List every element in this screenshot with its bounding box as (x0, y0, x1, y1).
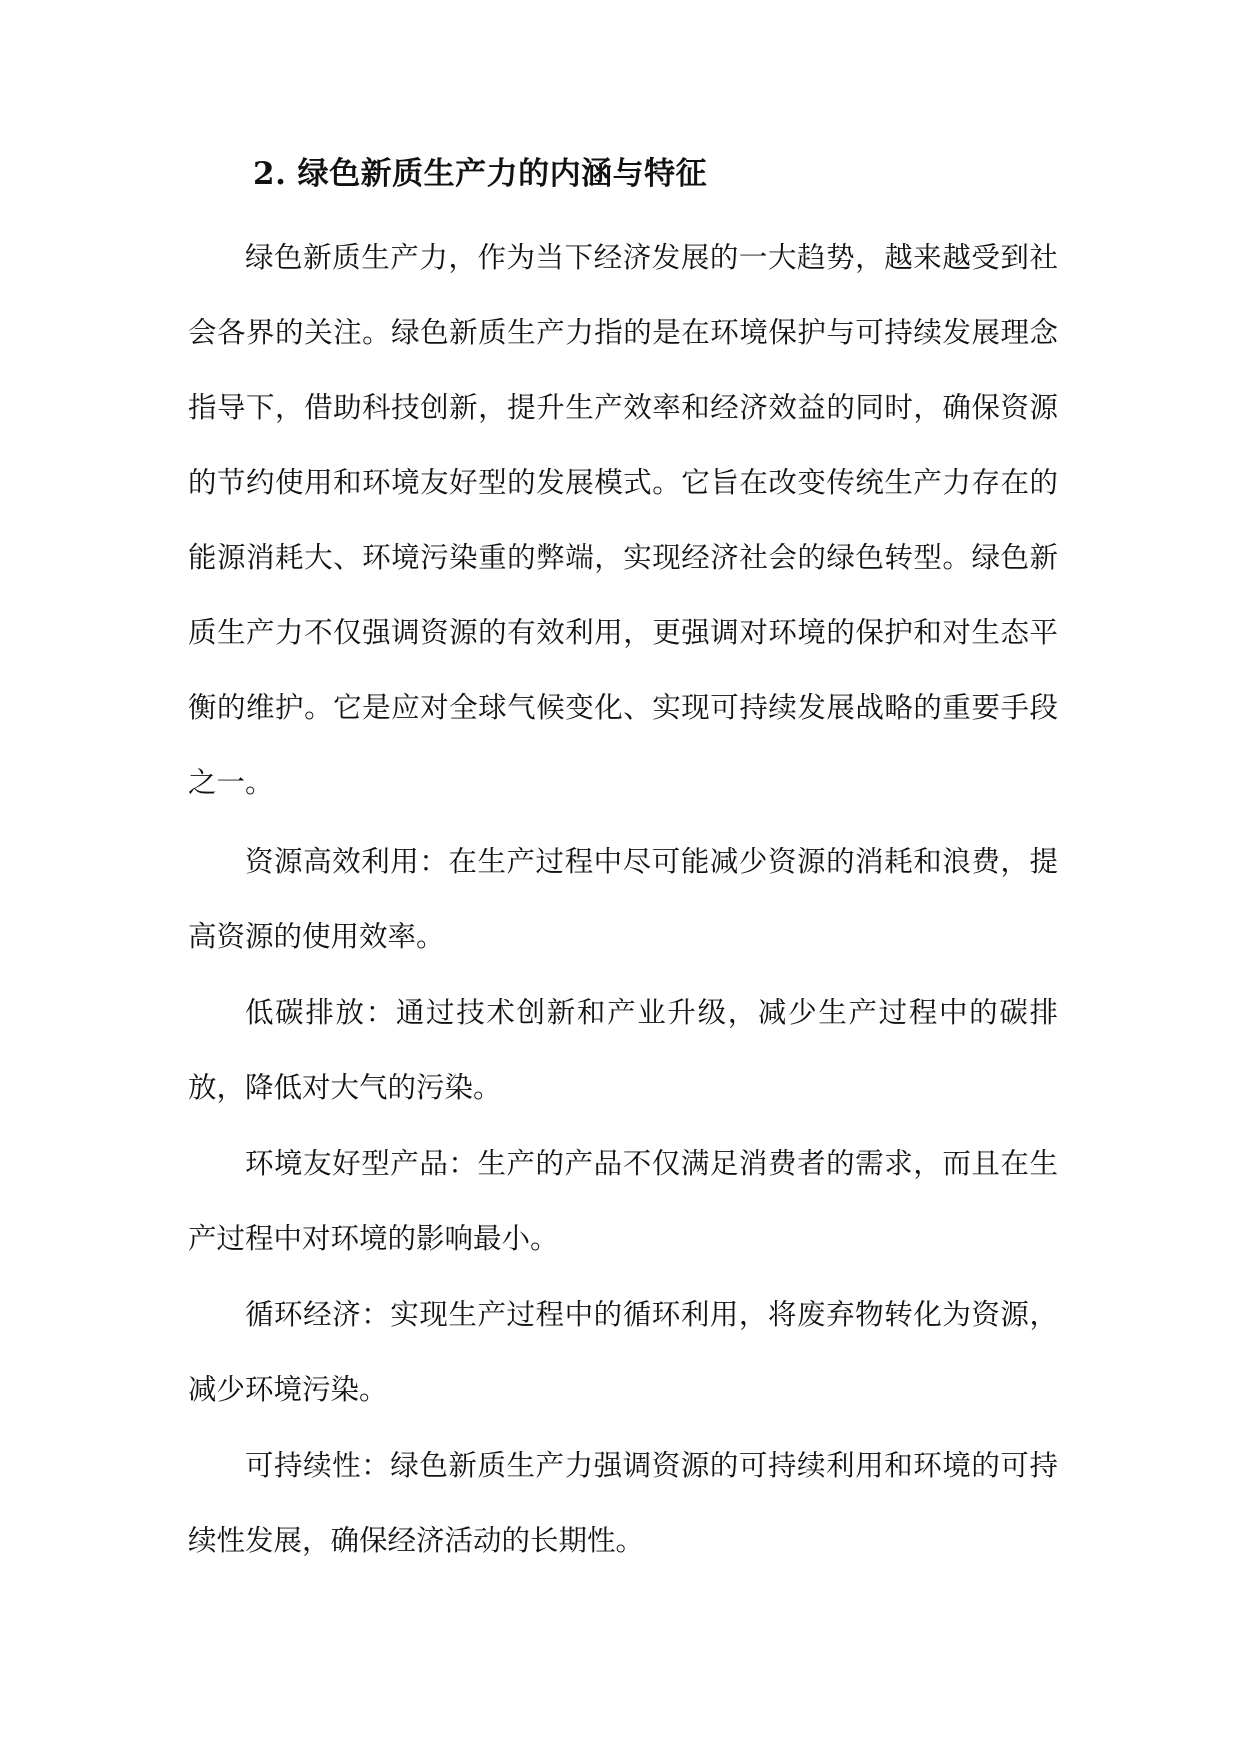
paragraph-eco-products (188, 1126, 1058, 1276)
paragraph-sustainability (188, 1428, 1058, 1578)
paragraph-text: 绿色新质生产力，作为当下经济发展的一大趋势，越来越受到社会各界的关注。绿色新质生产力指的是在环境保护与可持续发展理念指导下，借助科技创新，提升生产效率和经济效益的同时，确保资源的节约使用和环境友好型的发展模式。它旨在改变传统生产力存在的能源消耗大、环境污染重的弊端，实现经济社会的绿色转型。绿色新质生产力不仅强调资源的有效利用，更强调对环境的保护和对生态平衡的维护。它是应对全球气候变化、实现可持续发展战略的重要手段之一。 (188, 241, 1058, 799)
paragraph-text: 可持续性：绿色新质生产力强调资源的可持续利用和环境的可持续性发展，确保经济活动的长期性。 (188, 1449, 1058, 1557)
paragraph-intro (188, 220, 1058, 820)
section-heading: 2. 绿色新质生产力的内涵与特征 (253, 156, 708, 192)
paragraph-text: 循环经济：实现生产过程中的循环利用，将废弃物转化为资源，减少环境污染。 (188, 1298, 1058, 1406)
paragraph-text: 资源高效利用：在生产过程中尽可能减少资源的消耗和浪费，提高资源的使用效率。 (188, 845, 1058, 953)
paragraph-low-carbon (188, 975, 1058, 1125)
paragraph-resource-efficiency (188, 824, 1058, 974)
paragraph-circular-economy (188, 1277, 1058, 1427)
paragraph-text: 环境友好型产品：生产的产品不仅满足消费者的需求，而且在生产过程中对环境的影响最小。 (188, 1147, 1058, 1255)
paragraph-text: 低碳排放：通过技术创新和产业升级，减少生产过程中的碳排放，降低对大气的污染。 (188, 996, 1058, 1104)
